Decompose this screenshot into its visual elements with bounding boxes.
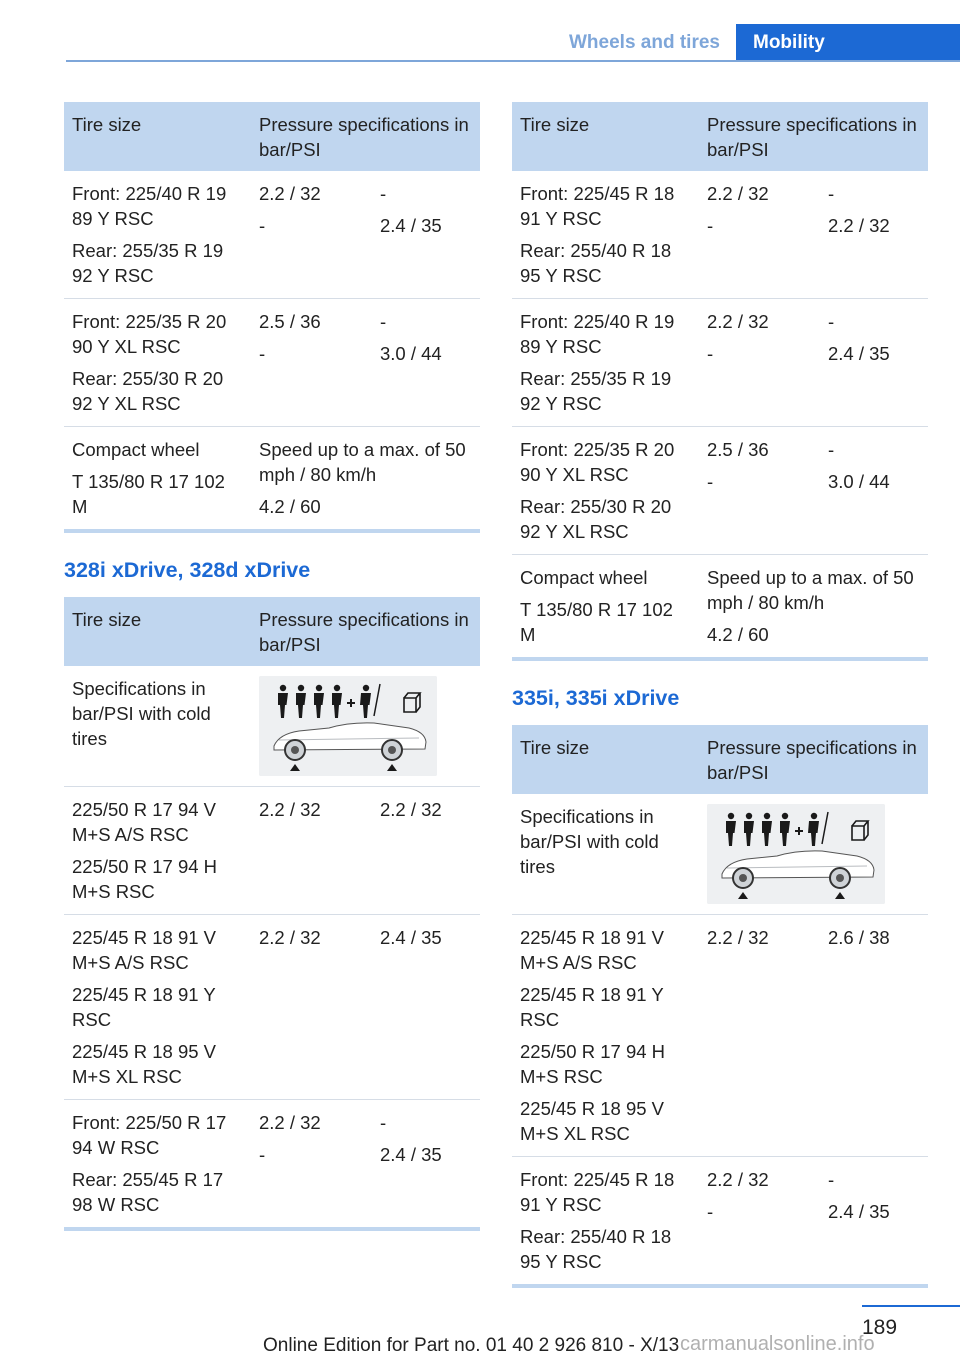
pressure-cell: 2.5 / 36 - — [699, 427, 820, 555]
pressure-cell: - 2.4 / 35 — [372, 171, 480, 299]
tire-pressure-table — [64, 597, 480, 1231]
pressure-cell: Speed up to a max. of 50 mph / 80 km/h 4.2 / 60 — [699, 555, 928, 660]
pressure-cell: - 3.0 / 44 — [820, 427, 928, 555]
pressure-cell: 2.5 / 36 - — [251, 299, 372, 427]
tire-size-cell: Front: 225/40 R 19 89 Y RSC Rear: 255/35 R 19 92 Y RSC — [512, 299, 699, 427]
header-pressure: Pressure specifications in bar/PSI — [251, 597, 480, 666]
pressure-cell: 2.6 / 38 — [820, 915, 928, 1157]
pressure-cell: - 3.0 / 44 — [372, 299, 480, 427]
tire-size-cell: 225/45 R 18 91 V M+S A/S RSC 225/45 R 18 91 Y RSC 225/45 R 18 95 V M+S XL RSC — [64, 915, 251, 1100]
page-header — [0, 0, 960, 64]
header-pressure: Pressure specifications in bar/PSI — [699, 102, 928, 171]
header-tire-size: Tire size — [64, 102, 251, 171]
tire-size-cell: Front: 225/35 R 20 90 Y XL RSC Rear: 255/30 R 20 92 Y XL RSC — [512, 427, 699, 555]
header-pressure: Pressure specifications in bar/PSI — [699, 725, 928, 794]
spec-label-cell: Specifications in bar/PSI with cold tires — [64, 666, 251, 787]
table-row — [64, 666, 480, 787]
table-row — [512, 555, 928, 660]
table-row — [512, 171, 928, 299]
pressure-cell: 2.2 / 32 - — [699, 299, 820, 427]
pressure-cell: - 2.4 / 35 — [820, 1157, 928, 1287]
tire-size-cell: 225/45 R 18 91 V M+S A/S RSC 225/45 R 18 91 Y RSC 225/50 R 17 94 H M+S RSC 225/45 R 18 95 V M+S XL RSC — [512, 915, 699, 1157]
left-column — [64, 102, 480, 1231]
page-number: 189 — [862, 1316, 898, 1339]
edition-text: Online Edition for Part no. 01 40 2 926 810 - X/13 — [263, 1335, 680, 1356]
footer-rule — [862, 1305, 960, 1307]
table-header-row — [64, 597, 480, 666]
table-row — [64, 915, 480, 1100]
tire-pressure-table — [64, 102, 480, 533]
pressure-cell: - 2.4 / 35 — [820, 299, 928, 427]
pressure-cell: 2.2 / 32 - — [251, 1100, 372, 1230]
pressure-cell: 2.2 / 32 — [699, 915, 820, 1157]
header-tire-size: Tire size — [512, 102, 699, 171]
watermark: carmanualsonline.info — [680, 1333, 875, 1355]
tire-size-cell: Front: 225/45 R 18 91 Y RSC Rear: 255/40 R 18 95 Y RSC — [512, 171, 699, 299]
table-row — [512, 427, 928, 555]
table-row — [64, 427, 480, 532]
table-header-row — [512, 725, 928, 794]
table-row — [512, 794, 928, 915]
table-row — [64, 171, 480, 299]
pressure-cell: 2.2 / 32 — [251, 915, 372, 1100]
pressure-cell: 2.2 / 32 - — [699, 171, 820, 299]
header-tire-size: Tire size — [512, 725, 699, 794]
table-header-row — [512, 102, 928, 171]
load-diagram-icon — [707, 804, 885, 904]
pressure-cell: - 2.2 / 32 — [820, 171, 928, 299]
table-row — [512, 915, 928, 1157]
table-row — [512, 1157, 928, 1287]
tire-pressure-table — [512, 725, 928, 1288]
pressure-cell: 2.2 / 32 - — [699, 1157, 820, 1287]
header-rule — [66, 60, 960, 62]
tire-size-cell: 225/50 R 17 94 V M+S A/S RSC 225/50 R 17 94 H M+S RSC — [64, 787, 251, 915]
pressure-cell: Speed up to a max. of 50 mph / 80 km/h 4.2 / 60 — [251, 427, 480, 532]
tire-size-cell: Front: 225/45 R 18 91 Y RSC Rear: 255/40 R 18 95 Y RSC — [512, 1157, 699, 1287]
chapter-tab: Mobility — [736, 24, 960, 62]
model-heading: 328i xDrive, 328d xDrive — [64, 558, 311, 582]
right-column — [512, 102, 928, 1288]
tire-size-cell: Front: 225/50 R 17 94 W RSC Rear: 255/45 R 17 98 W RSC — [64, 1100, 251, 1230]
pressure-cell: - 2.4 / 35 — [372, 1100, 480, 1230]
pressure-cell: 2.4 / 35 — [372, 915, 480, 1100]
tire-pressure-table — [512, 102, 928, 661]
section-title: Wheels and tires — [569, 32, 720, 53]
tire-size-cell: Compact wheel T 135/80 R 17 102 M — [512, 555, 699, 660]
tire-size-cell: Front: 225/40 R 19 89 Y RSC Rear: 255/35 R 19 92 Y RSC — [64, 171, 251, 299]
load-diagram-icon — [259, 676, 437, 776]
table-row — [64, 787, 480, 915]
tire-size-cell: Compact wheel T 135/80 R 17 102 M — [64, 427, 251, 532]
table-row — [512, 299, 928, 427]
pressure-cell: 2.2 / 32 — [372, 787, 480, 915]
table-header-row — [64, 102, 480, 171]
header-tire-size: Tire size — [64, 597, 251, 666]
table-row — [64, 299, 480, 427]
model-heading: 335i, 335i xDrive — [512, 686, 680, 710]
spec-label-cell: Specifications in bar/PSI with cold tires — [512, 794, 699, 915]
tire-size-cell: Front: 225/35 R 20 90 Y XL RSC Rear: 255/30 R 20 92 Y XL RSC — [64, 299, 251, 427]
load-diagram-cell — [699, 794, 928, 915]
pressure-cell: 2.2 / 32 - — [251, 171, 372, 299]
table-row — [64, 1100, 480, 1230]
pressure-cell: 2.2 / 32 — [251, 787, 372, 915]
header-pressure: Pressure specifications in bar/PSI — [251, 102, 480, 171]
load-diagram-cell — [251, 666, 480, 787]
